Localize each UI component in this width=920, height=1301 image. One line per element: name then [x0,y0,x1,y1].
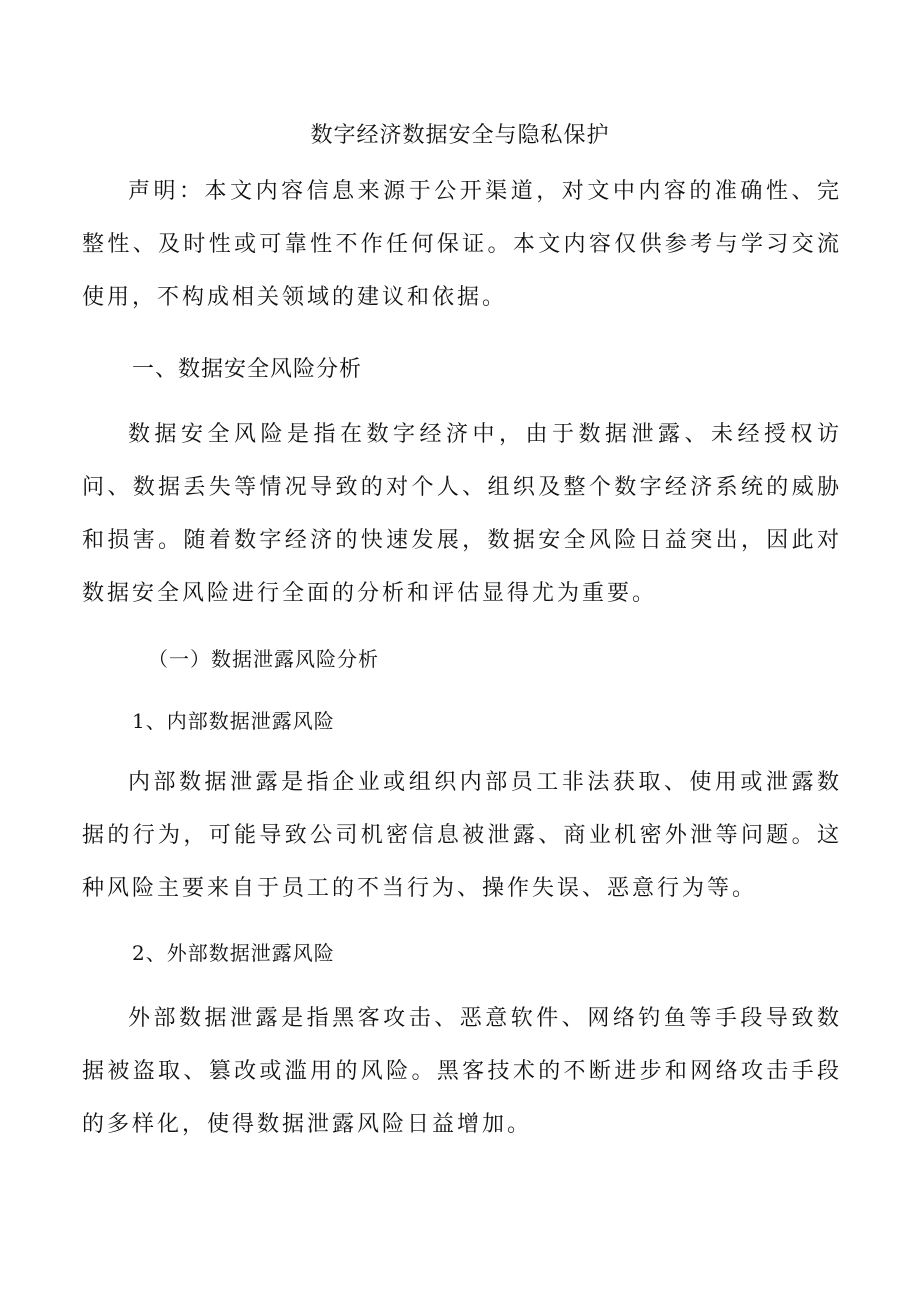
section-heading: 一、数据安全风险分析 [132,357,363,382]
internal-leak-paragraph: 内部数据泄露是指企业或组织内部员工非法获取、使用或泄露数据的行为，可能导致公司机密信息被泄露、商业机密外泄等问题。这种风险主要来自于员工的不当行为、操作失误、恶意行为等。 [82,770,842,901]
document-title: 数字经济数据安全与隐私保护 [310,123,610,148]
item-heading-external: 2、外部数据泄露风险 [132,941,335,965]
subsection-heading: （一）数据泄露风险分析 [148,647,379,671]
external-leak-paragraph: 外部数据泄露是指黑客攻击、恶意软件、网络钓鱼等手段导致数据被盗取、篡改或滥用的风险。黑客技术的不断进步和网络攻击手段的多样化，使得数据泄露风险日益增加。 [82,1006,842,1137]
section-intro-paragraph: 数据安全风险是指在数字经济中，由于数据泄露、未经授权访问、数据丢失等情况导致的对个人、组织及整个数字经济系统的威胁和损害。随着数字经济的快速发展，数据安全风险日益突出，因此对数据安全风险进行全面的分析和评估显得尤为重要。 [82,422,842,606]
item-heading-internal: 1、内部数据泄露风险 [132,709,335,733]
disclaimer-paragraph: 声明：本文内容信息来源于公开渠道，对文中内容的准确性、完整性、及时性或可靠性不作任何保证。本文内容仅供参考与学习交流使用，不构成相关领域的建议和依据。 [82,179,842,310]
